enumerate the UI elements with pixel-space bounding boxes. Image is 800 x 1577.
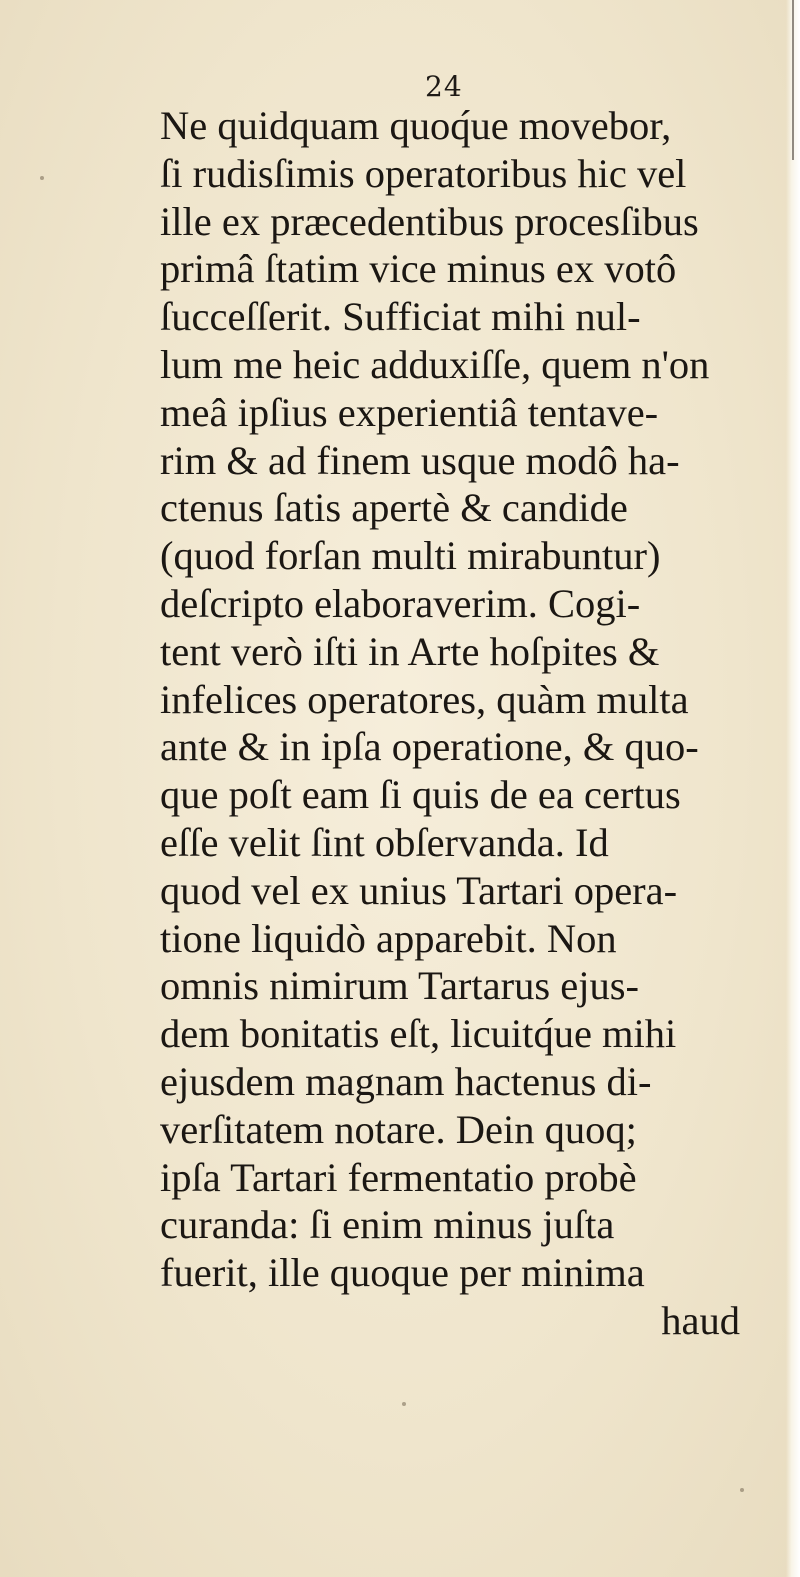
text-line: curanda: ſi enim minus juſta (160, 1202, 615, 1248)
ink-speck (740, 1488, 744, 1492)
text-line: ſi rudisſimis operatoribus hic vel (160, 150, 687, 196)
text-line: verſitatem notare. Dein quoq; (160, 1106, 637, 1152)
text-line: ctenus ſatis apertè & candide (160, 485, 628, 531)
text-line: lum me heic adduxiſſe, quem n'on (160, 341, 710, 387)
text-line: meâ ipſius experientiâ tentave- (160, 389, 659, 435)
page-edge-shadow (792, 0, 794, 160)
text-line: rim & ad finem usque modô ha- (160, 437, 680, 483)
text-line: ipſa Tartari fermentatio probè (160, 1154, 637, 1200)
text-line: tione liquidò apparebit. Non (160, 915, 617, 961)
text-line: ejusdem magnam hactenus di- (160, 1058, 652, 1104)
text-line: tent verò iſti in Arte hoſpites & (160, 628, 660, 674)
text-line: deſcripto elaboraverim. Cogi- (160, 580, 641, 626)
ink-speck (402, 1402, 406, 1406)
text-line: ille ex præcedentibus procesſibus (160, 198, 699, 244)
catchword: haud (661, 1297, 740, 1343)
text-line: omnis nimirum Tartarus ejus- (160, 963, 639, 1009)
text-line: ante & in ipſa operatione, & quo- (160, 724, 699, 770)
text-line: eſſe velit ſint obſervanda. Id (160, 819, 609, 865)
text-line: fuerit, ille quoque per minima (160, 1250, 645, 1296)
text-line: quod vel ex unius Tartari opera- (160, 867, 678, 913)
text-line: que poſt eam ſi quis de ea certus (160, 772, 681, 818)
ink-speck (40, 176, 44, 180)
page-number: 24 (425, 70, 463, 103)
text-line: (quod forſan multi mirabuntur) (160, 533, 661, 579)
text-line: dem bonitatis eſt, licuitq́ue mihi (160, 1011, 677, 1057)
body-text (160, 102, 790, 1345)
text-line: infelices operatores, quàm multa (160, 676, 689, 722)
text-line: ſucceſſerit. Sufficiat mihi nul- (160, 294, 641, 340)
text-line: primâ ſtatim vice minus ex votô (160, 246, 677, 292)
text-line: Ne quidquam quoq́ue movebor, (160, 103, 672, 148)
